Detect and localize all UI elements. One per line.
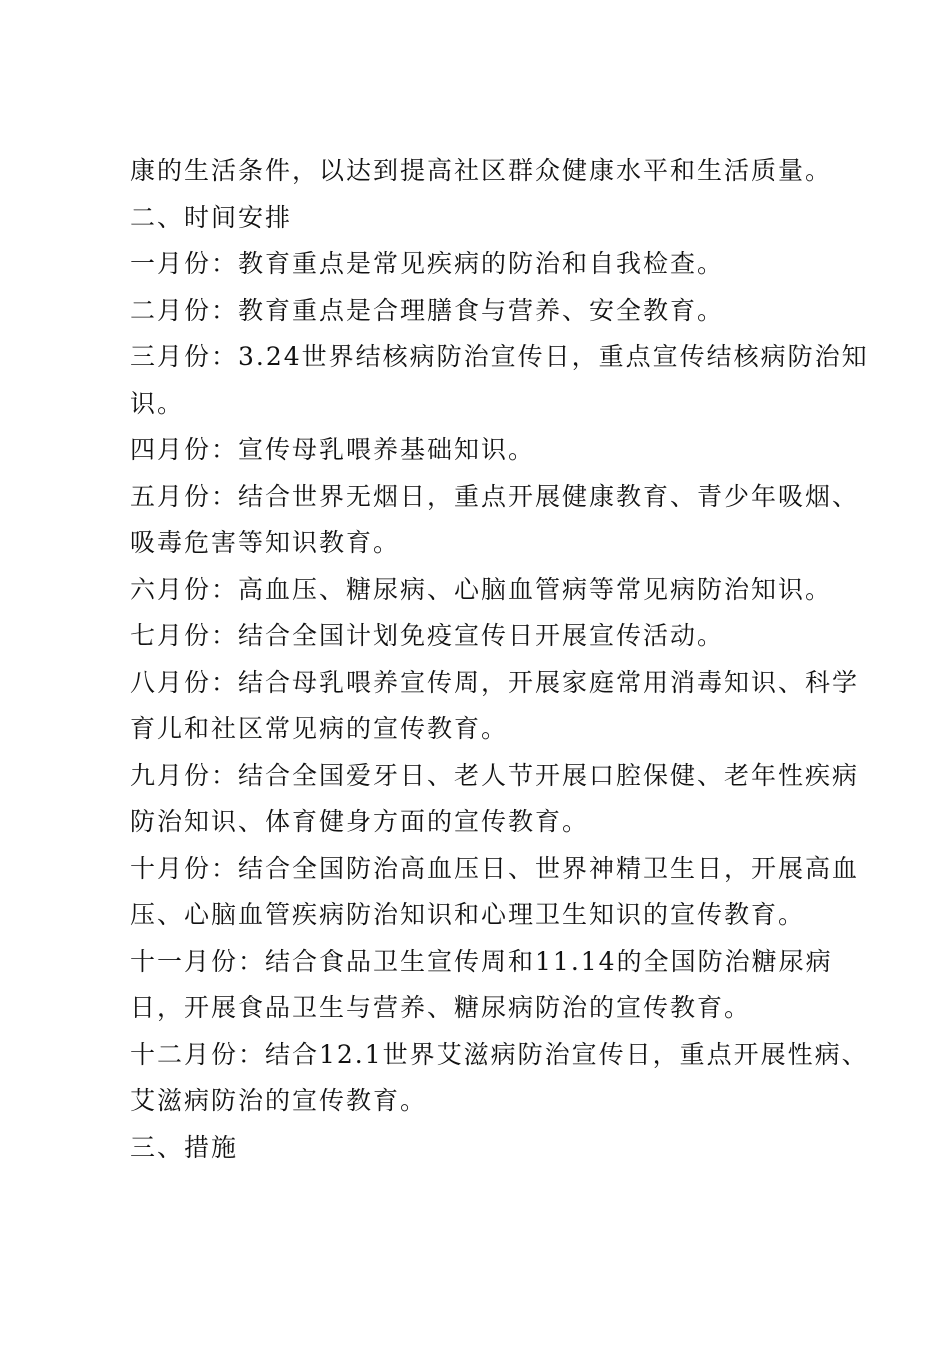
text-line: 防治知识、体育健身方面的宣传教育。 xyxy=(130,807,590,836)
text-line: 二月份：教育重点是合理膳食与营养、安全教育。 xyxy=(130,295,725,325)
text-line: 六月份：高血压、糖尿病、心脑血管病等常见病防治知识。 xyxy=(130,574,833,604)
text-line: 九月份：结合全国爱牙日、老人节开展口腔保健、老年性疾病 xyxy=(130,760,860,790)
section-heading: 二、时间安排 xyxy=(130,202,293,232)
section-heading: 三、措施 xyxy=(130,1132,239,1162)
text-line: 吸毒危害等知识教育。 xyxy=(130,528,401,557)
text-line: 识。 xyxy=(130,388,185,418)
text-line: 日，开展食品卫生与营养、糖尿病防治的宣传教育。 xyxy=(130,993,752,1022)
text-line: 压、心脑血管疾病防治知识和心理卫生知识的宣传教育。 xyxy=(130,900,806,929)
text-line: 十月份：结合全国防治高血压日、世界神精卫生日，开展高血 xyxy=(130,853,860,883)
text-line: 一月份：教育重点是常见疾病的防治和自我检查。 xyxy=(130,249,725,278)
text-line: 十二月份：结合12.1世界艾滋病防治宣传日，重点开展性病、 xyxy=(130,1039,869,1069)
text-line: 艾滋病防治的宣传教育。 xyxy=(130,1086,428,1115)
text-line: 三月份：3.24世界结核病防治宣传日，重点宣传结核病防治知 xyxy=(130,342,869,371)
text-line: 育儿和社区常见病的宣传教育。 xyxy=(130,714,509,743)
text-line: 四月份：宣传母乳喂养基础知识。 xyxy=(130,435,536,464)
text-line: 十一月份：结合食品卫生宣传周和11.14的全国防治糖尿病 xyxy=(130,946,833,976)
document-body xyxy=(130,148,869,1171)
text-line: 七月份：结合全国计划免疫宣传日开展宣传活动。 xyxy=(130,621,725,650)
text-line: 康的生活条件，以达到提高社区群众健康水平和生活质量。 xyxy=(130,156,833,185)
text-line: 八月份：结合母乳喂养宣传周，开展家庭常用消毒知识、科学 xyxy=(130,667,860,697)
text-line: 五月份：结合世界无烟日，重点开展健康教育、青少年吸烟、 xyxy=(130,481,860,511)
